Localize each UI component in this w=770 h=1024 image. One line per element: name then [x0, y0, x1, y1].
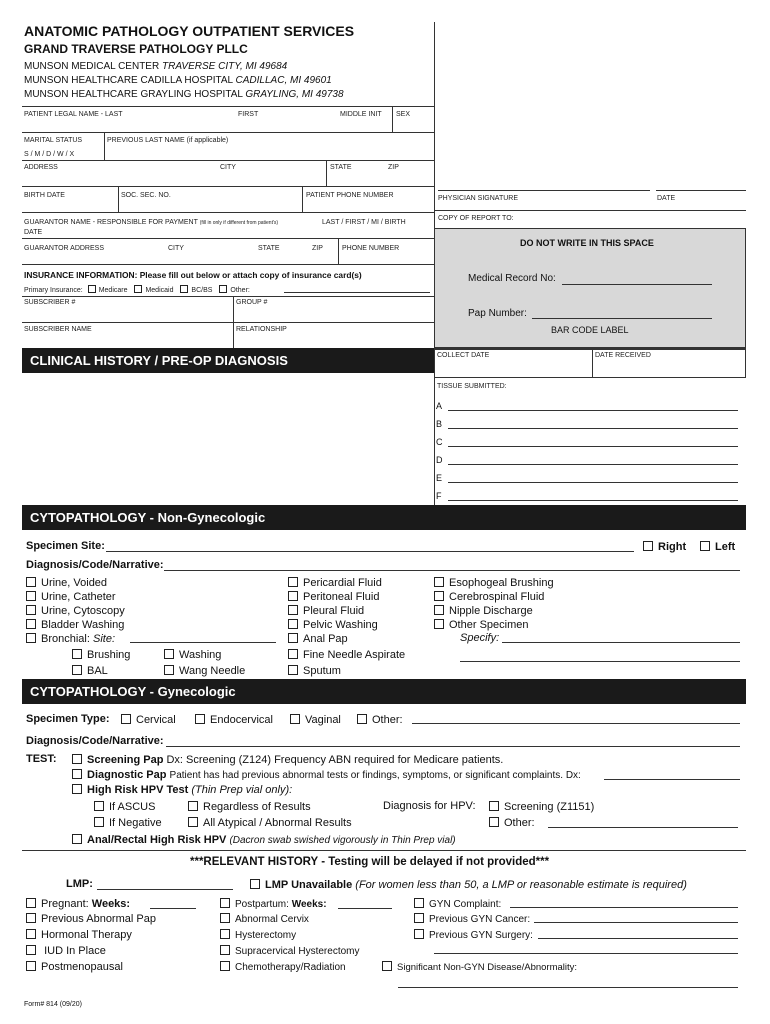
- opt-iud[interactable]: IUD In Place: [26, 945, 106, 957]
- opt-vaginal[interactable]: Vaginal: [290, 714, 341, 726]
- nongyn-dx-label: Diagnosis/Code/Narrative:: [26, 559, 164, 571]
- opt-csf[interactable]: Cerebrospinal Fluid: [434, 591, 544, 603]
- phone-label: PATIENT PHONE NUMBER: [306, 192, 394, 199]
- opt-brushing[interactable]: Brushing: [72, 649, 130, 661]
- opt-wang-needle[interactable]: Wang Needle: [164, 665, 245, 677]
- opt-peritoneal[interactable]: Peritoneal Fluid: [288, 591, 379, 603]
- opt-lmp-unavailable[interactable]: LMP Unavailable (For women less than 50, a LMP or reasonable estimate is required): [250, 879, 687, 891]
- collect-date-label: COLLECT DATE: [437, 352, 490, 359]
- patient-last-label: PATIENT LEGAL NAME - LAST: [24, 111, 123, 118]
- specify-field-2[interactable]: [460, 661, 740, 662]
- history-title: ***RELEVANT HISTORY - Testing will be delayed if not provided***: [190, 856, 550, 868]
- left-option[interactable]: Left: [700, 541, 735, 553]
- hpv-other-field[interactable]: [548, 827, 738, 828]
- opt-pelvic-washing[interactable]: Pelvic Washing: [288, 619, 378, 631]
- lmp-label: LMP:: [66, 878, 93, 890]
- ssn-label: SOC. SEC. NO.: [121, 192, 171, 199]
- tissue-f: F: [436, 491, 442, 501]
- relationship-label: RELATIONSHIP: [236, 326, 287, 333]
- g-zip-label: ZIP: [312, 245, 323, 252]
- opt-regardless[interactable]: Regardless of Results: [188, 801, 311, 813]
- opt-nipple[interactable]: Nipple Discharge: [434, 605, 533, 617]
- primary-insurance: Primary Insurance: Medicare Medicaid BC/BS Other:: [24, 287, 250, 294]
- opt-chemo[interactable]: Chemotherapy/Radiation: [220, 961, 346, 973]
- lmp-field[interactable]: [97, 889, 233, 890]
- patient-middle-label: MIDDLE INIT: [340, 111, 382, 118]
- guarantor-date-label: DATE: [24, 229, 43, 236]
- prev-gyn-surgery-field[interactable]: [538, 938, 738, 939]
- opt-hpv-other[interactable]: Other:: [489, 817, 535, 829]
- opt-washing[interactable]: Washing: [164, 649, 221, 661]
- prev-name-label: PREVIOUS LAST NAME (if applicable): [107, 137, 229, 144]
- gyn-header: CYTOPATHOLOGY - Gynecologic: [22, 679, 746, 704]
- diag-dx-field[interactable]: [604, 779, 740, 780]
- bronchial-site-field[interactable]: [130, 642, 276, 643]
- location-3: MUNSON HEALTHCARE GRAYLING HOSPITAL GRAYLING, MI 49738: [24, 89, 344, 100]
- specify-field[interactable]: [502, 642, 740, 643]
- state-label: STATE: [330, 164, 352, 171]
- opt-bronchial[interactable]: Bronchial: Site:: [26, 633, 115, 645]
- tissue-a: A: [436, 401, 443, 411]
- opt-all-atypical[interactable]: All Atypical / Abnormal Results: [188, 817, 352, 829]
- insurance-title: INSURANCE INFORMATION: Please fill out below or attach copy of insurance card(s): [24, 270, 362, 280]
- opt-if-negative[interactable]: If Negative: [94, 817, 162, 829]
- mrn-label: Medical Record No:: [468, 273, 556, 284]
- barcode-label: BAR CODE LABEL: [551, 325, 629, 335]
- non-gyn-disease-field[interactable]: [398, 987, 738, 988]
- opt-screening-pap[interactable]: Screening Pap Dx: Screening (Z124) Frequency ABN required for Medicare patients.: [72, 754, 503, 766]
- city-label: CITY: [220, 164, 236, 171]
- pap-number-label: Pap Number:: [468, 308, 527, 319]
- opt-hysterectomy[interactable]: Hysterectomy: [220, 929, 296, 941]
- gyn-complaint-field[interactable]: [510, 907, 738, 908]
- opt-endocervical[interactable]: Endocervical: [195, 714, 273, 726]
- opt-urine-cytoscopy[interactable]: Urine, Cytoscopy: [26, 605, 125, 617]
- tissue-b-field[interactable]: [448, 428, 738, 429]
- opt-prev-gyn-cancer[interactable]: Previous GYN Cancer:: [414, 913, 530, 925]
- tissue-f-field[interactable]: [448, 500, 738, 501]
- opt-other-specimen[interactable]: Other Specimen: [434, 619, 528, 631]
- location-1: MUNSON MEDICAL CENTER TRAVERSE CITY, MI 49684: [24, 61, 288, 72]
- gyn-other-field[interactable]: [412, 723, 740, 724]
- opt-hormonal[interactable]: Hormonal Therapy: [26, 929, 132, 941]
- right-option[interactable]: Right: [643, 541, 686, 553]
- group-label: GROUP #: [236, 299, 268, 306]
- tissue-c-field[interactable]: [448, 446, 738, 447]
- test-label: TEST:: [26, 753, 57, 765]
- physician-date-label: DATE: [657, 195, 676, 202]
- prev-gyn-cancer-field[interactable]: [534, 922, 738, 923]
- specify-label: Specify:: [460, 632, 500, 644]
- specimen-site-label: Specimen Site:: [26, 540, 105, 552]
- tissue-a-field[interactable]: [448, 410, 738, 411]
- patient-first-label: FIRST: [238, 111, 259, 118]
- marital-label: MARITAL STATUS: [24, 137, 83, 144]
- opt-prev-gyn-surgery[interactable]: Previous GYN Surgery:: [414, 929, 533, 941]
- gyn-dx-field[interactable]: [166, 746, 740, 747]
- opt-postpartum[interactable]: Postpartum: Weeks:: [220, 898, 327, 910]
- zip-label: ZIP: [388, 164, 399, 171]
- guarantor-fields-label: LAST / FIRST / MI / BIRTH: [322, 219, 406, 226]
- opt-hpv-test[interactable]: High Risk HPV Test (Thin Prep vial only):: [72, 784, 292, 796]
- opt-diagnostic-pap[interactable]: Diagnostic Pap Patient has had previous abnormal tests or findings, symptoms, or significant complaints. Dx:: [72, 769, 581, 781]
- pregnant-weeks-field[interactable]: [150, 908, 196, 909]
- subscriber-label: SUBSCRIBER #: [24, 299, 76, 306]
- specimen-type-label: Specimen Type:: [26, 713, 110, 725]
- tissue-submitted-label: TISSUE SUBMITTED:: [437, 383, 507, 390]
- gyn-dx-label: Diagnosis/Code/Narrative:: [26, 735, 164, 747]
- guarantor-label: GUARANTOR NAME - RESPONSIBLE FOR PAYMENT (fill in only if different from patient's): [24, 219, 279, 226]
- opt-fna[interactable]: Fine Needle Aspirate: [288, 649, 405, 661]
- tissue-c: C: [436, 437, 443, 447]
- opt-hpv-screening[interactable]: Screening (Z1151): [489, 801, 594, 813]
- opt-anal-pap[interactable]: Anal Pap: [288, 633, 348, 645]
- form-number: Form# 814 (09/20): [24, 1001, 82, 1008]
- tissue-e: E: [436, 473, 443, 483]
- opt-urine-catheter[interactable]: Urine, Catheter: [26, 591, 116, 603]
- org-name: GRAND TRAVERSE PATHOLOGY PLLC: [24, 42, 248, 56]
- opt-bladder-washing[interactable]: Bladder Washing: [26, 619, 124, 631]
- address-label: ADDRESS: [24, 164, 58, 171]
- opt-prev-abnormal[interactable]: Previous Abnormal Pap: [26, 913, 156, 925]
- patient-name-field[interactable]: [22, 120, 434, 132]
- form-title: ANATOMIC PATHOLOGY OUTPATIENT SERVICES: [24, 23, 355, 39]
- opt-sputum[interactable]: Sputum: [288, 665, 341, 677]
- opt-urine-voided[interactable]: Urine, Voided: [26, 577, 107, 589]
- patient-sex-label: SEX: [396, 111, 411, 118]
- opt-anal-hpv[interactable]: Anal/Rectal High Risk HPV (Dacron swab swished vigorously in Thin Prep vial): [72, 834, 456, 846]
- birth-label: BIRTH DATE: [24, 192, 65, 199]
- tissue-b: B: [436, 419, 443, 429]
- clinical-history-field[interactable]: [22, 373, 434, 505]
- opt-if-ascus[interactable]: If ASCUS: [94, 801, 155, 813]
- location-2: MUNSON HEALTHCARE CADILLA HOSPITAL CADILLAC, MI 49601: [24, 75, 332, 86]
- tissue-e-field[interactable]: [448, 482, 738, 483]
- nongyn-header: CYTOPATHOLOGY - Non-Gynecologic: [22, 505, 746, 530]
- postpartum-weeks-field[interactable]: [338, 908, 392, 909]
- physician-sig-label: PHYSICIAN SIGNATURE: [438, 195, 518, 202]
- g-phone-label: PHONE NUMBER: [342, 245, 400, 252]
- g-city-label: CITY: [168, 245, 184, 252]
- opt-esophageal[interactable]: Esophogeal Brushing: [434, 577, 554, 589]
- sub-name-label: SUBSCRIBER NAME: [24, 326, 92, 333]
- hpv-dx-label: Diagnosis for HPV:: [383, 800, 476, 812]
- opt-abnormal-cervix[interactable]: Abnormal Cervix: [220, 913, 309, 925]
- tissue-d: D: [436, 455, 443, 465]
- tissue-d-field[interactable]: [448, 464, 738, 465]
- opt-bal[interactable]: BAL: [72, 665, 108, 677]
- g-state-label: STATE: [258, 245, 280, 252]
- copy-report-label: COPY OF REPORT TO:: [438, 215, 514, 222]
- g-address-label: GUARANTOR ADDRESS: [24, 245, 104, 252]
- do-not-write: DO NOT WRITE IN THIS SPACE: [520, 238, 654, 248]
- opt-pericardial[interactable]: Pericardial Fluid: [288, 577, 382, 589]
- opt-gyn-complaint[interactable]: GYN Complaint:: [414, 898, 501, 910]
- marital-options[interactable]: S / M / D / W / X: [24, 151, 75, 158]
- specimen-site-field[interactable]: [106, 551, 634, 552]
- opt-cervical[interactable]: Cervical: [121, 714, 176, 726]
- opt-pleural[interactable]: Pleural Fluid: [288, 605, 364, 617]
- clinical-history-header: CLINICAL HISTORY / PRE-OP DIAGNOSIS: [22, 348, 434, 373]
- opt-non-gyn-disease[interactable]: Significant Non-GYN Disease/Abnormality:: [382, 961, 577, 973]
- opt-postmenopausal[interactable]: Postmenopausal: [26, 961, 123, 973]
- opt-gyn-other[interactable]: Other:: [357, 714, 403, 726]
- date-received-label: DATE RECEIVED: [595, 352, 651, 359]
- opt-supracervical[interactable]: Supracervical Hysterectomy: [220, 945, 359, 957]
- opt-pregnant[interactable]: Pregnant: Weeks:: [26, 898, 130, 910]
- nongyn-dx-field[interactable]: [164, 570, 740, 571]
